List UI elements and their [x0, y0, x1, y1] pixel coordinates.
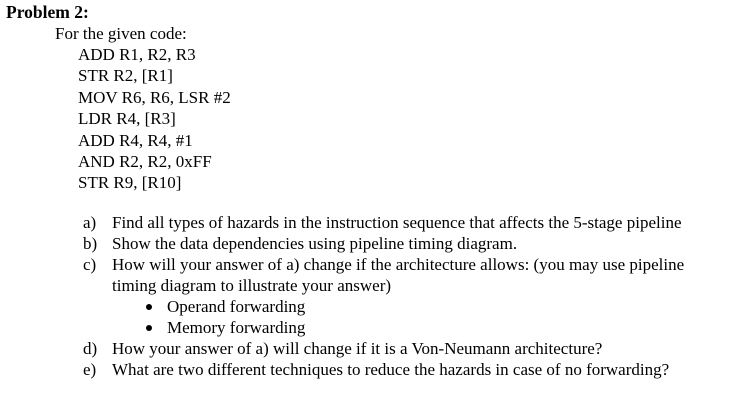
intro-text: For the given code:: [55, 24, 187, 43]
question-label: c): [83, 255, 97, 274]
question-label: b): [83, 234, 98, 253]
question-label: e): [83, 360, 97, 379]
question-d: [83, 339, 602, 359]
code-line: LDR R4, [R3]: [78, 109, 176, 129]
question-text: How your answer of a) will change if it is a Von-Neumann architecture?: [112, 339, 603, 358]
question-text: What are two different techniques to reduce the hazards in case of no forwarding?: [112, 360, 670, 379]
code-listing: [78, 44, 231, 194]
bullet-text: Memory forwarding: [167, 318, 306, 337]
code-line: STR R9, [R10]: [78, 173, 182, 193]
question-a: [83, 213, 681, 233]
question-label: d): [83, 339, 98, 358]
code-line: ADD R4, R4, #1: [78, 130, 193, 150]
question-c: [83, 255, 684, 275]
question-b: [83, 234, 517, 254]
bullet-item: [146, 318, 305, 338]
code-line: AND R2, R2, 0xFF: [78, 151, 212, 171]
bullet-text: Operand forwarding: [167, 297, 306, 316]
question-text: How will your answer of a) change if the architecture allows: (you may use pipeline: [112, 255, 685, 274]
problem-title: Problem 2:: [6, 2, 89, 22]
question-text: Show the data dependencies using pipeline timing diagram.: [112, 234, 518, 253]
question-c-continuation: timing diagram to illustrate your answer): [112, 276, 392, 295]
question-e: [83, 360, 669, 380]
question-text: Find all types of hazards in the instruction sequence that affects the 5-stage pipeline: [112, 213, 682, 232]
question-label: a): [83, 213, 97, 232]
bullet-item: [146, 297, 305, 317]
bullet-dot-icon: [146, 325, 152, 331]
code-line: STR R2, [R1]: [78, 66, 173, 86]
code-line: MOV R6, R6, LSR #2: [78, 87, 231, 107]
code-line: ADD R1, R2, R3: [78, 45, 196, 64]
bullet-dot-icon: [146, 304, 152, 310]
